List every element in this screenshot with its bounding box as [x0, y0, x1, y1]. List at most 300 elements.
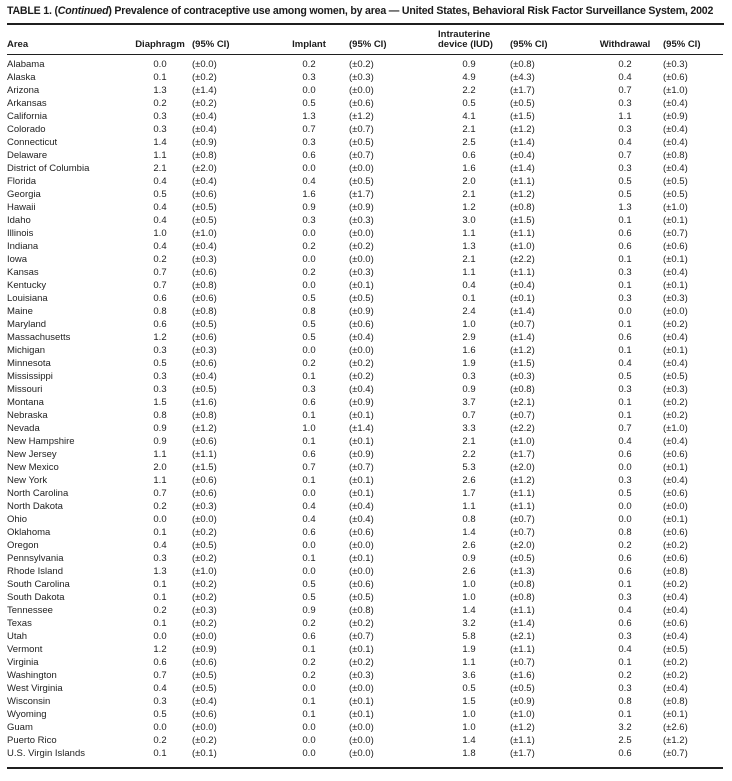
value-cell: 0.6	[302, 396, 316, 408]
area-cell: Arkansas	[7, 97, 47, 109]
ci-cell: (±0.9)	[192, 136, 217, 148]
ci-cell: (±0.9)	[349, 201, 374, 213]
ci-cell: (±0.8)	[663, 565, 688, 577]
value-cell: 0.0	[302, 682, 316, 694]
value-cell: 1.9	[462, 643, 476, 655]
value-cell: 0.5	[618, 188, 632, 200]
ci-cell: (±0.1)	[663, 279, 688, 291]
ci-cell: (±0.5)	[192, 539, 217, 551]
value-cell: 1.2	[462, 201, 476, 213]
ci-cell: (±1.1)	[510, 487, 535, 499]
value-cell: 0.9	[462, 383, 476, 395]
ci-cell: (±1.4)	[349, 422, 374, 434]
value-cell: 1.5	[153, 396, 167, 408]
value-cell: 3.7	[462, 396, 476, 408]
value-cell: 0.0	[302, 487, 316, 499]
ci-cell: (±0.8)	[192, 409, 217, 421]
value-cell: 0.4	[302, 513, 316, 525]
ci-cell: (±1.1)	[510, 643, 535, 655]
column-header-area: Area	[7, 27, 133, 55]
ci-cell: (±0.4)	[663, 435, 688, 447]
value-cell: 1.6	[462, 162, 476, 174]
table-row	[7, 565, 723, 578]
area-cell: South Dakota	[7, 591, 65, 603]
value-cell: 0.1	[462, 292, 476, 304]
ci-cell: (±0.2)	[192, 71, 217, 83]
value-cell: 1.0	[462, 721, 476, 733]
ci-cell: (±0.1)	[663, 253, 688, 265]
value-cell: 0.1	[153, 578, 167, 590]
value-cell: 0.1	[618, 279, 632, 291]
ci-cell: (±0.2)	[349, 617, 374, 629]
value-cell: 0.0	[302, 279, 316, 291]
area-cell: Washington	[7, 669, 57, 681]
value-cell: 0.1	[618, 344, 632, 356]
table-row	[7, 500, 723, 513]
ci-cell: (±1.0)	[510, 435, 535, 447]
area-cell: Oregon	[7, 539, 39, 551]
value-cell: 1.2	[153, 331, 167, 343]
table-row	[7, 578, 723, 591]
value-cell: 3.6	[462, 669, 476, 681]
value-cell: 0.5	[302, 292, 316, 304]
value-cell: 0.7	[302, 123, 316, 135]
table-row	[7, 266, 723, 279]
value-cell: 0.3	[618, 383, 632, 395]
value-cell: 0.0	[302, 734, 316, 746]
value-cell: 0.1	[302, 474, 316, 486]
value-cell: 0.7	[153, 266, 167, 278]
value-cell: 0.6	[302, 149, 316, 161]
value-cell: 1.3	[618, 201, 632, 213]
value-cell: 0.1	[153, 591, 167, 603]
ci-cell: (±0.7)	[510, 409, 535, 421]
ci-cell: (±0.6)	[663, 71, 688, 83]
ci-cell: (±0.8)	[663, 695, 688, 707]
ci-cell: (±1.7)	[349, 188, 374, 200]
ci-cell: (±0.4)	[663, 357, 688, 369]
value-cell: 0.5	[618, 487, 632, 499]
ci-cell: (±1.2)	[349, 110, 374, 122]
value-cell: 0.4	[618, 71, 632, 83]
ci-cell: (±1.5)	[510, 110, 535, 122]
table-row	[7, 214, 723, 227]
ci-cell: (±1.4)	[510, 162, 535, 174]
ci-cell: (±0.5)	[510, 682, 535, 694]
ci-cell: (±0.3)	[192, 344, 217, 356]
value-cell: 0.2	[153, 734, 167, 746]
table-row	[7, 617, 723, 630]
ci-cell: (±1.7)	[510, 84, 535, 96]
ci-cell: (±0.1)	[663, 461, 688, 473]
value-cell: 0.7	[462, 409, 476, 421]
ci-cell: (±0.2)	[192, 617, 217, 629]
area-cell: Maryland	[7, 318, 47, 330]
area-cell: Alabama	[7, 58, 45, 70]
table-row	[7, 383, 723, 396]
table-row	[7, 630, 723, 643]
ci-cell: (±0.8)	[192, 279, 217, 291]
value-cell: 0.8	[302, 305, 316, 317]
value-cell: 0.3	[618, 123, 632, 135]
ci-cell: (±0.5)	[663, 643, 688, 655]
value-cell: 1.1	[618, 110, 632, 122]
ci-cell: (±0.4)	[663, 630, 688, 642]
ci-cell: (±0.1)	[349, 409, 374, 421]
column-header-diaphragm: Diaphragm	[133, 27, 187, 55]
value-cell: 0.7	[153, 669, 167, 681]
ci-cell: (±0.8)	[349, 604, 374, 616]
ci-cell: (±1.0)	[663, 422, 688, 434]
area-cell: Texas	[7, 617, 32, 629]
ci-cell: (±0.4)	[663, 123, 688, 135]
ci-cell: (±1.1)	[510, 500, 535, 512]
table-row	[7, 84, 723, 97]
value-cell: 0.6	[618, 448, 632, 460]
column-header-ci-4: (95% CI)	[655, 27, 723, 55]
ci-cell: (±0.4)	[349, 500, 374, 512]
ci-cell: (±0.6)	[192, 292, 217, 304]
ci-cell: (±0.6)	[192, 708, 217, 720]
ci-cell: (±1.4)	[510, 331, 535, 343]
ci-cell: (±1.3)	[510, 565, 535, 577]
ci-cell: (±1.0)	[192, 227, 217, 239]
area-cell: U.S. Virgin Islands	[7, 747, 85, 759]
ci-cell: (±1.1)	[510, 227, 535, 239]
value-cell: 0.1	[302, 643, 316, 655]
value-cell: 2.0	[462, 175, 476, 187]
value-cell: 0.6	[618, 565, 632, 577]
ci-cell: (±0.7)	[510, 656, 535, 668]
table-row	[7, 357, 723, 370]
ci-cell: (±0.1)	[349, 552, 374, 564]
value-cell: 0.9	[302, 201, 316, 213]
value-cell: 0.3	[618, 474, 632, 486]
table-row	[7, 643, 723, 656]
value-cell: 0.4	[153, 682, 167, 694]
area-cell: Idaho	[7, 214, 31, 226]
ci-cell: (±0.3)	[192, 500, 217, 512]
value-cell: 0.2	[302, 357, 316, 369]
ci-cell: (±1.0)	[663, 201, 688, 213]
value-cell: 4.1	[462, 110, 476, 122]
value-cell: 0.6	[618, 617, 632, 629]
ci-cell: (±0.4)	[510, 279, 535, 291]
table-row	[7, 747, 723, 760]
ci-cell: (±1.4)	[510, 305, 535, 317]
area-cell: New Mexico	[7, 461, 59, 473]
area-cell: Wyoming	[7, 708, 47, 720]
ci-cell: (±1.5)	[510, 214, 535, 226]
value-cell: 3.0	[462, 214, 476, 226]
value-cell: 2.6	[462, 474, 476, 486]
ci-cell: (±0.4)	[349, 513, 374, 525]
area-cell: New York	[7, 474, 48, 486]
ci-cell: (±0.0)	[663, 305, 688, 317]
ci-cell: (±0.5)	[510, 97, 535, 109]
value-cell: 0.0	[153, 58, 167, 70]
value-cell: 0.9	[153, 435, 167, 447]
ci-cell: (±0.1)	[663, 708, 688, 720]
table-row	[7, 448, 723, 461]
ci-cell: (±1.0)	[510, 240, 535, 252]
ci-cell: (±0.2)	[663, 539, 688, 551]
value-cell: 1.0	[153, 227, 167, 239]
value-cell: 0.6	[153, 318, 167, 330]
ci-cell: (±0.8)	[510, 578, 535, 590]
value-cell: 2.9	[462, 331, 476, 343]
value-cell: 1.4	[462, 604, 476, 616]
ci-cell: (±1.5)	[510, 357, 535, 369]
ci-cell: (±0.2)	[663, 409, 688, 421]
value-cell: 0.5	[302, 578, 316, 590]
ci-cell: (±0.4)	[663, 97, 688, 109]
ci-cell: (±0.2)	[192, 578, 217, 590]
ci-cell: (±0.0)	[349, 539, 374, 551]
value-cell: 0.4	[153, 175, 167, 187]
ci-cell: (±1.0)	[510, 708, 535, 720]
area-cell: Indiana	[7, 240, 39, 252]
ci-cell: (±0.1)	[349, 435, 374, 447]
ci-cell: (±0.3)	[192, 253, 217, 265]
value-cell: 2.5	[462, 136, 476, 148]
bottom-rule	[7, 767, 723, 769]
ci-cell: (±0.9)	[349, 305, 374, 317]
area-cell: Maine	[7, 305, 33, 317]
table-row	[7, 71, 723, 84]
ci-cell: (±0.7)	[510, 318, 535, 330]
value-cell: 0.2	[618, 539, 632, 551]
value-cell: 2.1	[462, 253, 476, 265]
ci-cell: (±0.8)	[510, 591, 535, 603]
ci-cell: (±2.1)	[510, 396, 535, 408]
ci-cell: (±1.1)	[192, 448, 217, 460]
value-cell: 0.1	[153, 747, 167, 759]
value-cell: 0.6	[302, 526, 316, 538]
value-cell: 0.3	[618, 630, 632, 642]
area-cell: Illinois	[7, 227, 34, 239]
table-row	[7, 682, 723, 695]
ci-cell: (±0.0)	[349, 721, 374, 733]
value-cell: 0.3	[618, 266, 632, 278]
table-row	[7, 461, 723, 474]
value-cell: 0.1	[302, 435, 316, 447]
ci-cell: (±0.3)	[663, 383, 688, 395]
table-row	[7, 162, 723, 175]
value-cell: 0.3	[462, 370, 476, 382]
value-cell: 1.1	[462, 500, 476, 512]
value-cell: 1.7	[462, 487, 476, 499]
value-cell: 1.0	[462, 708, 476, 720]
value-cell: 0.0	[618, 513, 632, 525]
area-cell: Hawaii	[7, 201, 36, 213]
ci-cell: (±0.3)	[349, 214, 374, 226]
value-cell: 0.0	[302, 84, 316, 96]
area-cell: Nevada	[7, 422, 40, 434]
ci-cell: (±0.6)	[663, 617, 688, 629]
value-cell: 0.5	[153, 708, 167, 720]
value-cell: 0.5	[153, 357, 167, 369]
value-cell: 0.5	[618, 370, 632, 382]
value-cell: 1.1	[153, 149, 167, 161]
table-title	[7, 6, 724, 18]
ci-cell: (±0.1)	[349, 474, 374, 486]
ci-cell: (±0.9)	[349, 448, 374, 460]
table-row	[7, 552, 723, 565]
area-cell: Rhode Island	[7, 565, 63, 577]
column-header-withdrawal: Withdrawal	[595, 27, 655, 55]
value-cell: 0.3	[302, 136, 316, 148]
value-cell: 0.1	[618, 253, 632, 265]
ci-cell: (±0.1)	[349, 643, 374, 655]
value-cell: 0.1	[618, 396, 632, 408]
value-cell: 0.2	[618, 669, 632, 681]
ci-cell: (±0.2)	[663, 578, 688, 590]
ci-cell: (±0.1)	[349, 695, 374, 707]
value-cell: 0.3	[618, 292, 632, 304]
area-cell: Connecticut	[7, 136, 58, 148]
value-cell: 2.4	[462, 305, 476, 317]
value-cell: 0.0	[618, 305, 632, 317]
value-cell: 0.4	[153, 214, 167, 226]
ci-cell: (±0.5)	[192, 214, 217, 226]
ci-cell: (±1.0)	[663, 84, 688, 96]
table-row	[7, 175, 723, 188]
table-row	[7, 344, 723, 357]
value-cell: 0.1	[618, 409, 632, 421]
value-cell: 0.1	[302, 695, 316, 707]
ci-cell: (±0.2)	[663, 656, 688, 668]
value-cell: 0.5	[462, 97, 476, 109]
ci-cell: (±0.0)	[349, 162, 374, 174]
area-cell: Kentucky	[7, 279, 47, 291]
value-cell: 0.3	[153, 383, 167, 395]
ci-cell: (±0.1)	[349, 708, 374, 720]
table-row	[7, 123, 723, 136]
value-cell: 0.1	[153, 71, 167, 83]
table-row	[7, 149, 723, 162]
value-cell: 0.7	[153, 487, 167, 499]
value-cell: 0.6	[618, 552, 632, 564]
value-cell: 1.1	[462, 227, 476, 239]
value-cell: 0.1	[618, 214, 632, 226]
value-cell: 0.2	[153, 253, 167, 265]
area-cell: Puerto Rico	[7, 734, 57, 746]
area-cell: New Jersey	[7, 448, 57, 460]
value-cell: 0.4	[462, 279, 476, 291]
area-cell: Georgia	[7, 188, 41, 200]
ci-cell: (±0.3)	[663, 292, 688, 304]
table-title-continued: Continued	[57, 5, 109, 17]
value-cell: 1.3	[462, 240, 476, 252]
value-cell: 1.6	[462, 344, 476, 356]
value-cell: 0.8	[153, 409, 167, 421]
ci-cell: (±2.0)	[510, 539, 535, 551]
ci-cell: (±0.0)	[349, 253, 374, 265]
area-cell: Michigan	[7, 344, 46, 356]
area-cell: North Carolina	[7, 487, 69, 499]
ci-cell: (±0.0)	[192, 630, 217, 642]
value-cell: 0.3	[618, 682, 632, 694]
ci-cell: (±0.2)	[192, 97, 217, 109]
value-cell: 0.0	[618, 461, 632, 473]
ci-cell: (±1.5)	[192, 461, 217, 473]
value-cell: 1.4	[462, 734, 476, 746]
ci-cell: (±1.7)	[510, 747, 535, 759]
area-cell: Ohio	[7, 513, 28, 525]
value-cell: 0.3	[153, 695, 167, 707]
value-cell: 1.9	[462, 357, 476, 369]
ci-cell: (±0.7)	[349, 149, 374, 161]
table-title-suffix: ) Prevalence of contraceptive use among women, by area — United States, Behavioral Risk Factor Surveillance System, 2002	[108, 5, 714, 17]
ci-cell: (±0.8)	[192, 149, 217, 161]
value-cell: 0.8	[618, 526, 632, 538]
ci-cell: (±0.6)	[663, 526, 688, 538]
ci-cell: (±1.4)	[510, 617, 535, 629]
value-cell: 1.1	[153, 448, 167, 460]
area-cell: Pennsylvania	[7, 552, 64, 564]
ci-cell: (±0.6)	[349, 578, 374, 590]
value-cell: 0.5	[618, 175, 632, 187]
table-row	[7, 240, 723, 253]
table-row	[7, 292, 723, 305]
ci-cell: (±0.5)	[349, 591, 374, 603]
area-cell: South Carolina	[7, 578, 70, 590]
ci-cell: (±0.1)	[192, 747, 217, 759]
ci-cell: (±0.6)	[663, 552, 688, 564]
area-cell: Oklahoma	[7, 526, 51, 538]
area-cell: Delaware	[7, 149, 48, 161]
ci-cell: (±0.1)	[663, 214, 688, 226]
table-body	[7, 54, 723, 760]
value-cell: 2.1	[462, 435, 476, 447]
value-cell: 1.0	[302, 422, 316, 434]
table-row	[7, 396, 723, 409]
table-row	[7, 54, 723, 71]
value-cell: 3.2	[618, 721, 632, 733]
table-row	[7, 487, 723, 500]
area-cell: Montana	[7, 396, 44, 408]
value-cell: 0.0	[618, 500, 632, 512]
value-cell: 0.2	[153, 500, 167, 512]
value-cell: 1.6	[302, 188, 316, 200]
table-row	[7, 110, 723, 123]
ci-cell: (±0.8)	[510, 383, 535, 395]
area-cell: Iowa	[7, 253, 28, 265]
ci-cell: (±1.1)	[510, 175, 535, 187]
value-cell: 0.3	[153, 344, 167, 356]
value-cell: 0.3	[618, 97, 632, 109]
value-cell: 0.6	[153, 292, 167, 304]
ci-cell: (±0.4)	[192, 110, 217, 122]
table-row	[7, 409, 723, 422]
ci-cell: (±0.4)	[349, 331, 374, 343]
ci-cell: (±0.2)	[349, 370, 374, 382]
value-cell: 0.3	[302, 383, 316, 395]
ci-cell: (±0.6)	[192, 435, 217, 447]
ci-cell: (±0.1)	[349, 487, 374, 499]
column-header-iud-line2: device (IUD)	[438, 39, 493, 50]
ci-cell: (±0.7)	[349, 123, 374, 135]
value-cell: 0.8	[462, 513, 476, 525]
table-row	[7, 656, 723, 669]
header-row	[7, 27, 723, 55]
ci-cell: (±0.6)	[192, 331, 217, 343]
table-row	[7, 708, 723, 721]
value-cell: 0.2	[302, 58, 316, 70]
value-cell: 0.6	[618, 747, 632, 759]
value-cell: 0.9	[462, 58, 476, 70]
